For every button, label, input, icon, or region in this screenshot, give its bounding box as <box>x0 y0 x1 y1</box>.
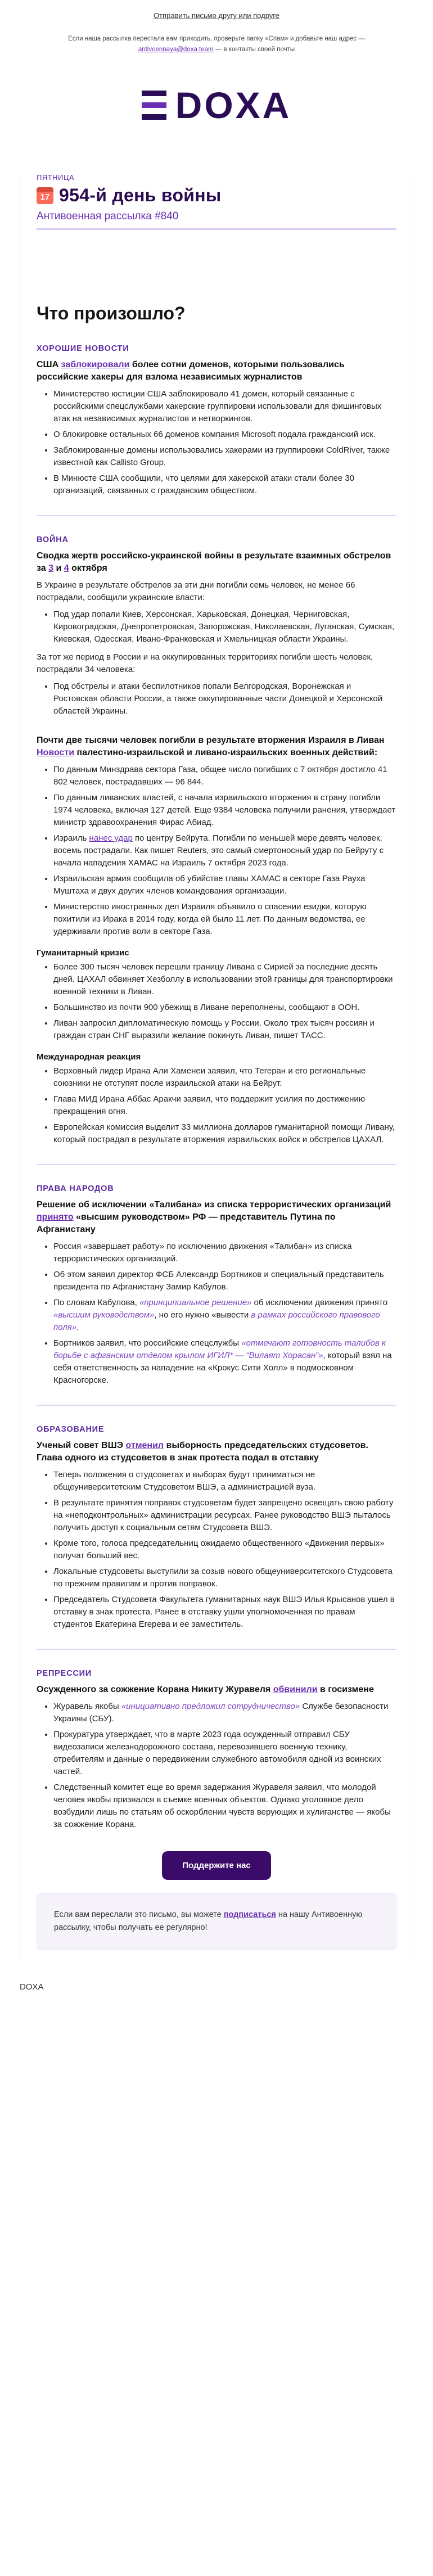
text: на нашу Антивоенную рассылку, чтобы получать ее регулярно! <box>54 1910 363 1932</box>
text: , который взял на себя ответственность за нападение на «Крокус Сити Холл» в подмосковном Красногорске. <box>53 1351 392 1385</box>
preheader <box>59 34 374 55</box>
weekday-label: ПЯТНИЦА <box>37 173 75 182</box>
list-item: • Израиль нанес удар по центру Бейрута. Погибли по меньшей мере девять человек, восемь пострадали. Как пишет Reuters, это самый смертоносный удар по Бейруту с начала нападения ХАМАС на Израиль 7 октября 2023 года. <box>53 832 396 869</box>
lead-text: в госизмене <box>317 1685 374 1694</box>
people-list <box>37 1240 396 1387</box>
lead-text: палестино-израильской и ливано-израильских военных действий: <box>74 748 378 757</box>
news-lead <box>37 359 396 384</box>
forward-to-friend-link[interactable]: Отправить письмо другу или подруге <box>153 11 279 20</box>
list-item: • Европейская комиссия выделит 33 миллиона долларов гуманитарной помощи Ливану, который пострадал в результате вторжения израильских войск и обстрелов ЦАХАЛ. <box>53 1121 396 1146</box>
list-item: • Прокуратура утверждает, что в марте 2023 года осужденный отправил СБУ видеозаписи железнодорожного состава, перевозившего военную технику, отребителям и данные о передвижении служебного автомобиля одной из воинских частей. <box>53 1729 396 1778</box>
rubric-peoples-rights: ПРАВА НАРОДОВ <box>37 1184 114 1193</box>
list-item: • Об этом заявил директор ФСБ Александр Бортников и специальный представитель президента по Афганистану Замир Кабулов. <box>53 1269 396 1293</box>
calendar-day: 17 <box>40 192 50 202</box>
quote: «высшим руководством» <box>53 1310 155 1320</box>
quote: в рамках российского правового поля» <box>53 1310 380 1332</box>
repression-lead <box>37 1684 396 1696</box>
war-lead-2 <box>37 734 396 759</box>
text: По словам Кабулова, <box>53 1298 139 1307</box>
doxa-bars-icon <box>142 91 166 120</box>
text: . <box>76 1323 79 1332</box>
page-title: 954-й день войны <box>59 185 222 205</box>
list-item: • Следственный комитет еще во время задержания Журавеля заявил, что молодой человек якобы признался в съемке военных объектов. Однако уголовное дело возбудили лишь по статьям об оскорблении чувств верующих и хулиганстве — якобы за сожжение Корана. <box>53 1781 396 1831</box>
list-item: • Большинство из почти 900 убежищ в Ливане переполнены, сообщают в ООН. <box>53 1001 396 1014</box>
section-title: Что произошло? <box>37 303 186 323</box>
people-lead-link[interactable]: принято <box>37 1212 74 1222</box>
list-item: • Министерство юстиции США заблокировало 41 домен, который связанные с российскими спецслужбами хакерские группировки использовали для фишинговых атак на независимых журналистов и нетворкингов. <box>53 388 396 425</box>
war-list-1 <box>37 608 396 646</box>
lead-text: более сотни доменов, которыми пользовались российские хакеры для взлома независимых журналистов <box>37 360 345 382</box>
list-item <box>53 1337 396 1387</box>
preheader-text-end: — в контакты своей почты <box>213 46 295 53</box>
logo-area <box>0 84 433 171</box>
preheader-text: Если наша рассылка перестала вам приходить, проверьте папку «Спам» и добавьте наш адрес — <box>68 35 365 42</box>
strike-link[interactable]: нанес удар <box>89 833 133 843</box>
divider <box>37 515 396 516</box>
lead-text: Ученый совет ВШЭ <box>37 1441 126 1450</box>
list-item <box>53 1297 396 1334</box>
headline <box>37 185 396 206</box>
list-item: • Более 300 тысяч человек перешли границу Ливана с Сирией за последние десять дней. ЦАХАЛ обвиняет Хезболлу в использовании этой границы для транспортировки военной техники в Ливан. <box>53 961 396 998</box>
paragraph: За тот же период в России и на оккупированных территориях погибли шесть человек, пострадали 34 человека: <box>37 652 373 674</box>
lead-text: октября <box>69 563 107 573</box>
repression-lead-link[interactable]: обвинили <box>273 1685 318 1694</box>
calendar-icon <box>37 187 53 204</box>
war-list-5 <box>37 1065 396 1146</box>
list-item <box>53 1700 396 1725</box>
lead-text: выборность председательских студсоветов. Глава одного из студсоветов в знак протеста подал в отставку <box>37 1441 368 1463</box>
logo-wordmark: DOXA <box>175 84 292 126</box>
list-item: • По данным Минздрава сектора Газа, общее число погибших с 7 октября достигло 41 802 человек, пострадавших — 96 844. <box>53 764 396 788</box>
text: Журавель якобы <box>53 1702 121 1711</box>
lead-text: Решение об исключении «Талибана» из списка террористических организаций <box>37 1200 391 1210</box>
subscribe-link[interactable]: подписаться <box>223 1910 276 1919</box>
war-list-3 <box>37 764 396 938</box>
top-bar <box>0 0 433 20</box>
war-date-link-2[interactable]: 4 <box>64 563 69 573</box>
text: Если вам переслали это письмо, вы можете <box>54 1910 224 1919</box>
war-lead <box>37 550 396 575</box>
list-item: • Россия «завершает работу» по исключению движения «Талибан» из списка террористических организаций. <box>53 1240 396 1265</box>
subheading: Международная реакция <box>37 1052 141 1062</box>
lead-text: Сводка жертв российско-украинской войны в результате взаимных обстрелов за <box>37 551 391 573</box>
news-list <box>37 388 396 497</box>
list-item: • Ливан запросил дипломатическую помощь у России. Около трех тысяч россиян и граждан стран СНГ выразили желание покинуть Ливан, пишет ТАСС. <box>53 1017 396 1042</box>
support-us-button[interactable]: Поддержите нас <box>162 1851 271 1880</box>
repression-list <box>37 1700 396 1831</box>
war-news-link[interactable]: Новости <box>37 748 75 757</box>
divider <box>37 1649 396 1650</box>
lead-text: Осужденного за сожжение Корана Никиту Журавеля <box>37 1685 273 1694</box>
preheader-email-link[interactable]: antivoennaya@doxa.team <box>138 46 214 53</box>
list-item: • В Минюсте США сообщили, что целями для хакерской атаки стали более 30 организаций, связанных с гражданским обществом. <box>53 472 396 497</box>
list-item: • Израильская армия сообщила об убийстве главы ХАМАС в секторе Газа Рауха Муштаха и двух других членов командования организации. <box>53 873 396 897</box>
lead-text: и <box>53 563 64 573</box>
paragraph: В Украине в результате обстрелов за эти дни погибли семь человек, не менее 66 пострадали, сообщили украинские власти: <box>37 580 355 602</box>
list-item: • Верховный лидер Ирана Али Хаменеи заявил, что Тегеран и его региональные союзники не отступят после израильской атаки на Бейрут. <box>53 1065 396 1090</box>
rubric-good-news: ХОРОШИЕ НОВОСТИ <box>37 344 129 353</box>
list-item: • Под обстрелы и атаки беспилотников попали Белгородская, Воронежская и Ростовская области России, а также оккупированные части Донецкой и Херсонской областей Украины. <box>53 680 396 718</box>
quote: «принципиальное решение» <box>139 1298 252 1307</box>
lead-text: Почти две тысячи человек погибли в результате вторжения Израиля в Ливан <box>37 736 385 745</box>
list-item: • Локальные студсоветы выступили за созыв нового общеуниверситетского Студсовета по прежним правилам и против поправок. <box>53 1566 396 1590</box>
lead-text: США <box>37 360 61 369</box>
list-item: • Кроме того, голоса председательниц ожидаемо общественного «Движения первых» получат больший вес. <box>53 1537 396 1562</box>
education-list <box>37 1469 396 1631</box>
list-item: • В результате принятия поправок студсоветам будет запрещено освещать свою работу на «неподконтрольных» администрации ресурсах. Ранее руководство ВШЭ пыталось получить доступ к социальным сетям Студсовета ВШЭ. <box>53 1497 396 1534</box>
forward-notice <box>37 1893 396 1950</box>
quote: «инициативно предложил сотрудничество» <box>121 1702 300 1711</box>
lead-text: «высшим руководством» РФ — представитель Путина по Афганистану <box>37 1212 336 1234</box>
footer-brand: DOXA <box>20 1982 44 1992</box>
list-item: • Под удар попали Киев, Херсонская, Харьковская, Донецкая, Черниговская, Кировоградская, Днепропетровская, Запорожская, Николаевская, Луганская, Сумская, Киевская, Одесская, Ивано-Франковская и Хмельницкая области Украины. <box>53 608 396 646</box>
education-lead-link[interactable]: отменил <box>125 1441 164 1450</box>
divider <box>37 228 396 230</box>
list-item: • О блокировке остальных 66 доменов компания Microsoft подала гражданский иск. <box>53 428 396 441</box>
rubric-education: ОБРАЗОВАНИЕ <box>37 1425 105 1434</box>
rubric-repressions: РЕПРЕССИИ <box>37 1669 92 1678</box>
rubric-war: ВОЙНА <box>37 535 69 544</box>
list-item: • Министерство иностранных дел Израиля объявило о спасении езидки, которую похитили из Ирака в 2014 году, когда ей было 11 лет. По данным ведомства, ее удерживали против воли в секторе Газа. <box>53 901 396 938</box>
doxa-logo[interactable] <box>142 84 292 126</box>
list-item: • Теперь положения о студсоветах и выборах будут приниматься не общеуниверситетским Студсоветом ВШЭ, а администрацией вуза. <box>53 1469 396 1494</box>
list-item: • Глава МИД Ирана Аббас Аракчи заявил, что поддержит усилия по достижению прекращения огня. <box>53 1093 396 1118</box>
divider <box>37 1164 396 1165</box>
news-lead-link[interactable]: заблокировали <box>61 360 130 369</box>
text: Службе безопасности Украины (СБУ). <box>53 1702 389 1724</box>
issue-number: Антивоенная рассылка #840 <box>37 210 179 222</box>
war-date-link-1[interactable]: 3 <box>48 563 53 573</box>
people-lead <box>37 1199 396 1236</box>
cta-area <box>37 1851 396 1880</box>
list-item: • Заблокированные домены использовались хакерами из группировки ColdRiver, также известной как Callisto Group. <box>53 444 396 469</box>
newsletter-body <box>20 171 413 1966</box>
education-lead <box>37 1440 396 1464</box>
text: Бортников заявил, что российские спецслужбы <box>53 1338 242 1348</box>
list-item: • Председатель Студсовета Факультета гуманитарных наук ВШЭ Илья Крысанов ушел в отставку в знак протеста. Ранее в отставку ушли уполномоченная по правам студентов Екатерина Егерева и ее заместитель. <box>53 1594 396 1631</box>
quote: «отмечают готовность талибов к борьбе с афганским отделом крылом ИГИЛ* — “Вилаят Хорасан”» <box>53 1338 386 1360</box>
war-list-2 <box>37 680 396 718</box>
list-item: • По данным ливанских властей, с начала израильского вторжения в страну погибли 1974 человека, включая 127 детей. Еще 9384 человека получили ранения, утверждает министр здравоохранения Фирас Абиад. <box>53 792 396 829</box>
text: об исключении движения принято <box>251 1298 388 1307</box>
war-list-4 <box>37 961 396 1042</box>
divider <box>37 1405 396 1406</box>
subheading: Гуманитарный кризис <box>37 948 129 958</box>
text: , но его нужно «вывести <box>154 1310 251 1320</box>
